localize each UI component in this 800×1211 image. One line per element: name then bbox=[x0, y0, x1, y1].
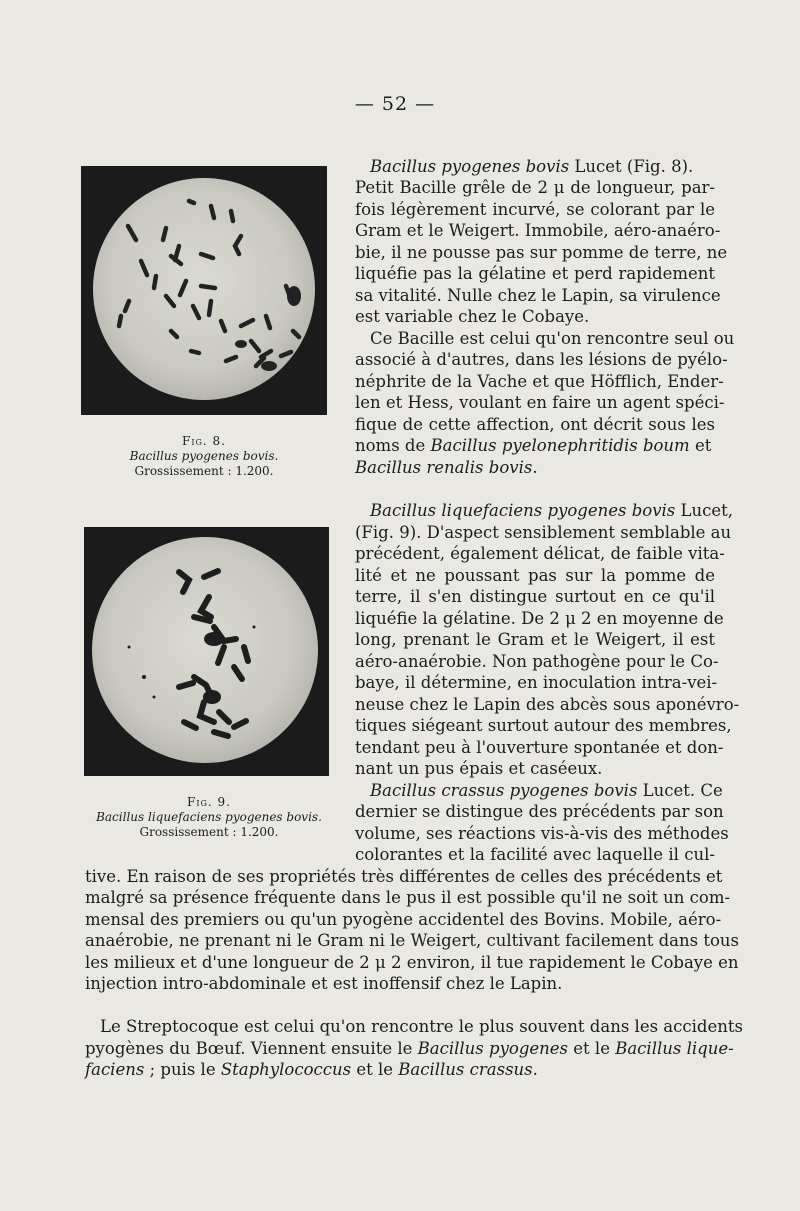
text-line: Petit Bacille grêle de 2 μ de longueur, par- bbox=[355, 178, 715, 197]
text-line: néphrite de la Vache et que Höfflich, Ender- bbox=[355, 372, 724, 391]
text-line: noms de Bacillus pyelonephritidis boum et bbox=[355, 436, 712, 455]
text-line: Le Streptocoque est celui qu'on rencontre le plus souvent dans les accidents bbox=[100, 1017, 743, 1036]
text-line: nant un pus épais et caséeux. bbox=[355, 759, 603, 778]
text-line: terre, il s'en distingue surtout en ce qu'il bbox=[355, 587, 715, 606]
text-line: aéro-anaérobie. Non pathogène pour le Co- bbox=[355, 652, 719, 671]
text-line: les milieux et d'une longueur de 2 μ 2 environ, il tue rapidement le Cobaye en bbox=[85, 953, 739, 972]
text-line: Bacillus crassus pyogenes bovis Lucet. Ce bbox=[370, 781, 723, 800]
text-line: est variable chez le Cobaye. bbox=[355, 307, 590, 326]
text-line: fique de cette affection, ont décrit sous les bbox=[355, 415, 715, 434]
text-line: Ce Bacille est celui qu'on rencontre seul ou bbox=[370, 329, 735, 348]
text-line: (Fig. 9). D'aspect sensiblement semblable au bbox=[355, 523, 732, 542]
text-line: injection intro-abdominale et est inoffensif chez le Lapin. bbox=[85, 974, 563, 993]
figure-9-label: Fig. 9. bbox=[187, 795, 231, 809]
text-line: long, prenant le Gram et le Weigert, il est bbox=[355, 630, 715, 649]
figure-8-caption bbox=[81, 434, 327, 479]
text-line: neuse chez le Lapin des abcès sous aponévro- bbox=[355, 695, 740, 714]
text-line: liquéfie pas la gélatine et perd rapidement bbox=[355, 264, 715, 283]
text-line: mensal des premiers ou qu'un pyogène accidentel des Bovins. Mobile, aéro- bbox=[85, 910, 722, 929]
text-line: Bacillus renalis bovis. bbox=[355, 458, 538, 477]
figure-9-species: Bacillus liquefaciens pyogenes bovis. bbox=[96, 810, 322, 824]
figure-8-species: Bacillus pyogenes bovis. bbox=[129, 449, 279, 463]
page-number: — 52 — bbox=[354, 93, 436, 115]
text-line: malgré sa présence fréquente dans le pus il est possible qu'il ne soit un com- bbox=[85, 888, 731, 907]
text-line: sa vitalité. Nulle chez le Lapin, sa virulence bbox=[355, 286, 721, 305]
text-line: colorantes et la facilité avec laquelle il cul- bbox=[355, 845, 715, 864]
text-line: tendant peu à l'ouverture spontanée et don- bbox=[355, 738, 724, 757]
text-line: pyogènes du Bœuf. Viennent ensuite le Bacillus pyogenes et le Bacillus lique- bbox=[85, 1039, 734, 1058]
text-line: précédent, également délicat, de faible vita- bbox=[355, 544, 725, 563]
text-line: associé à d'autres, dans les lésions de pyélo- bbox=[355, 350, 728, 369]
text-line: len et Hess, voulant en faire un agent spéci- bbox=[355, 393, 725, 412]
figure-9-caption bbox=[78, 795, 340, 840]
text-line: lité et ne poussant pas sur la pomme de bbox=[355, 566, 715, 585]
text-line: bie, il ne pousse pas sur pomme de terre, ne bbox=[355, 243, 728, 262]
figure-8-micrograph bbox=[81, 166, 327, 415]
text-line: dernier se distingue des précédents par son bbox=[355, 802, 724, 821]
figure-9-micrograph bbox=[84, 527, 329, 776]
text-line: Bacillus liquefaciens pyogenes bovis Lucet, bbox=[370, 501, 733, 520]
text-line: faciens ; puis le Staphylococcus et le Bacillus crassus. bbox=[85, 1060, 538, 1079]
text-line: Gram et le Weigert. Immobile, aéro-anaéro- bbox=[355, 221, 721, 240]
text-line: tiques siégeant surtout autour des membres, bbox=[355, 716, 732, 735]
text-line: tive. En raison de ses propriétés très différentes de celles des précédents et bbox=[85, 867, 723, 886]
text-line: anaérobie, ne prenant ni le Gram ni le Weigert, cultivant facilement dans tous bbox=[85, 931, 739, 950]
text-line: fois légèrement incurvé, se colorant par le bbox=[355, 200, 715, 219]
figure-9-magnification: Grossissement : 1.200. bbox=[139, 825, 279, 839]
figure-8-label: Fig. 8. bbox=[182, 434, 226, 448]
text-line: volume, ses réactions vis-à-vis des méthodes bbox=[355, 824, 729, 843]
text-line: baye, il détermine, en inoculation intra-vei- bbox=[355, 673, 718, 692]
text-line: liquéfie la gélatine. De 2 μ 2 en moyenne de bbox=[355, 609, 724, 628]
text-line: Bacillus pyogenes bovis Lucet (Fig. 8). bbox=[370, 157, 694, 176]
figure-8-magnification: Grossissement : 1.200. bbox=[134, 464, 274, 478]
